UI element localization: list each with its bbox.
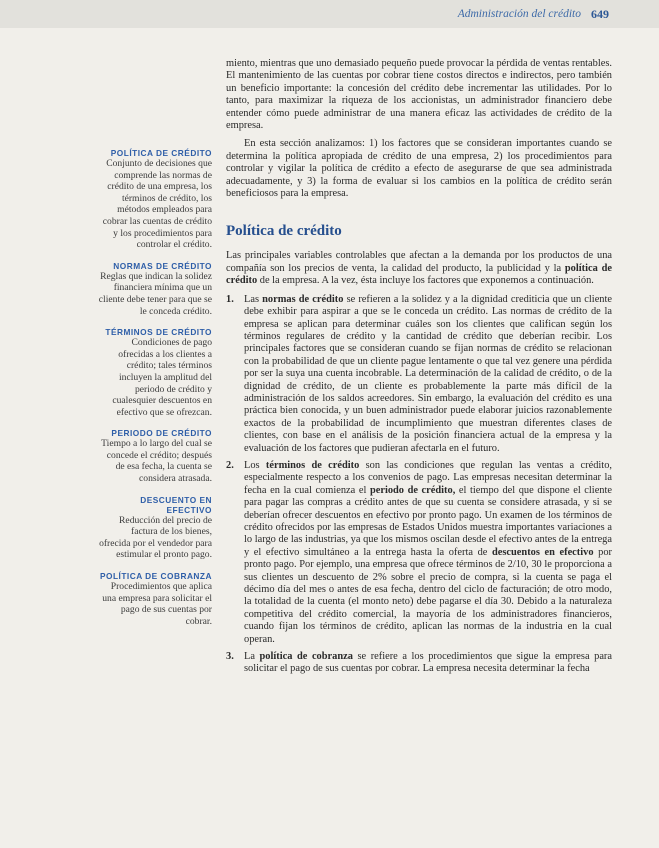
text-run: Los bbox=[244, 459, 266, 471]
glossary-term: POLÍTICA DE CRÉDITO bbox=[110, 148, 212, 158]
key-term: términos de crédito bbox=[265, 459, 360, 471]
key-term: política de cobranza bbox=[259, 651, 353, 663]
glossary-entry bbox=[98, 428, 212, 484]
margin-glossary bbox=[98, 148, 212, 637]
key-term: política de crédito bbox=[226, 262, 613, 287]
list-number: 1. bbox=[226, 293, 234, 305]
glossary-term: PERIODO DE CRÉDITO bbox=[111, 428, 212, 439]
glossary-definition: Tiempo a lo largo del cual se concede el crédito; después de esa fecha, la cuenta se considera atrasada. bbox=[101, 438, 212, 485]
text-run: La bbox=[244, 651, 260, 663]
glossary-definition: Reducción del precio de factura de los bienes, ofrecida por el vendedor para estimular el pronto pago. bbox=[99, 514, 212, 561]
list-item bbox=[226, 294, 612, 455]
text-run: Las principales variables controlables que afectan a la demanda por los productos de una compañía son los precios de venta, la calidad del producto, la publicidad y la bbox=[226, 250, 612, 274]
text-run: se refieren a la solidez y a la dignidad crediticia que un cliente debe exhibir para aspirar a que se le conceda un crédito. Las normas de crédito de la empresa se aplican para determinar cuáles son los clientes que califican según los términos regulares de crédito y la cantidad de crédito que deberían recibir. Los principales factores que se consideran cuando se fijan normas de crédito se relacionan con la probabilidad de que un cliente pague lentamente o que tal vez genere una pérdida por ser la suya una cuenta incobrable. La determinación de la calidad de crédito, o de la dignidad de crédito, de un cliente es probablemente la parte más difícil de la administración de los saldos acreedores. Sin embargo, la evaluación del crédito es una práctica bien conocida, y un buen administrador puede elaborar juicios razonablemente exactos de la probabilidad de incumplimiento que muestran diferentes clases de clientes, con base en el análisis de la posición financiera actual de la empresa y la evaluación de los factores que pudieran afectarla en el futuro. bbox=[244, 293, 612, 454]
text-run: por pronto pago. Por ejemplo, una empresa que ofrece términos de 2/10, 30 le proporciona a sus clientes un descuento de 2% sobre el precio de compra, si la cuenta se paga el décimo día del mes o antes de esa fecha, dentro del ciclo de facturación; de otro modo, la totalidad de la cuenta (el monto neto) debe pagarse el día 30. Debido a la naturaleza competitiva del crédito comercial, la mayoría de los administradores financieros, cuando fijan los términos de crédito, aplican las normas de la industria en la cual operan. bbox=[244, 546, 613, 645]
list-item bbox=[226, 651, 612, 676]
glossary-entry bbox=[98, 148, 212, 251]
list-number: 3. bbox=[226, 651, 234, 663]
glossary-term: TÉRMINOS DE CRÉDITO bbox=[105, 327, 212, 338]
glossary-term: POLÍTICA DE COBRANZA bbox=[99, 571, 212, 582]
key-term: descuentos en efectivo bbox=[491, 546, 594, 558]
section-heading: Política de crédito bbox=[226, 223, 342, 240]
paragraph bbox=[226, 250, 612, 287]
paragraph: miento, mientras que uno demasiado pequeño puede provocar la pérdida de ventas rentables. El mantenimiento de las cuentas por cobrar tiene costos directos e indirectos, pero también un beneficio importante: la concesión del crédito debe incrementar las utilidades. Por lo tanto, para maximizar la riqueza de los accionistas, un administrador financiero debe entender cómo puede administrar de una manera eficaz las actividades de crédito de la empresa. bbox=[226, 58, 612, 132]
header-title: Administración del crédito bbox=[457, 8, 581, 20]
text-run: de la empresa. A la vez, ésta incluye los factores que exponemos a continuación. bbox=[257, 275, 594, 287]
list-item bbox=[226, 460, 612, 646]
key-term: periodo de crédito, bbox=[369, 484, 456, 496]
glossary-entry bbox=[98, 495, 212, 561]
glossary-term: DESCUENTO EN EFECTIVO bbox=[140, 494, 212, 515]
glossary-definition: Conjunto de decisiones que comprende las normas de crédito de una empresa, los términos de crédito, los métodos empleados para cobrar las cuentas de crédito y los procedimientos para controlar el crédito. bbox=[102, 158, 212, 251]
text-run: Las bbox=[244, 293, 263, 305]
glossary-entry bbox=[98, 261, 212, 317]
glossary-definition: Procedimientos que aplica una empresa para solicitar el pago de sus cuentas por cobrar. bbox=[102, 581, 212, 627]
running-header bbox=[0, 0, 659, 28]
glossary-definition: Condiciones de pago ofrecidas a los clientes a crédito; tales términos incluyen la amplitud del periodo de crédito y cualesquier descuentos en efectivo que se ofrezcan. bbox=[112, 337, 212, 418]
list-number: 2. bbox=[226, 459, 234, 471]
text-run: el tiempo del que dispone el cliente para pagar las compras a crédito antes de que su cuenta se considere atrasada, y si se deberían ofrecer descuentos en efectivo por pronto pago. Un examen de los términos de crédito ofrecidos por las empresas de Estados Unidos muestra importantes variaciones a lo largo de las industrias, ya que los mismos oscilan desde el efectivo antes de la entrega y el efectivo simultáneo a la entrega hasta la oferta de bbox=[244, 484, 612, 558]
text-run: son las condiciones que regulan las ventas a crédito, especialmente respecto a los convenios de pago. Las empresas necesitan determinar la fecha en la cual comienza el bbox=[244, 459, 612, 496]
glossary-term: NORMAS DE CRÉDITO bbox=[113, 260, 212, 271]
paragraph: En esta sección analizamos: 1) los factores que se consideran importantes cuando se determina la política apropiada de crédito de una empresa, 2) los procedimientos para controlar y vigilar la política de crédito a efecto de asegurarse de que sea administrada adecuadamente, y 3) la forma de evaluar si los cambios en la política de crédito serán beneficiosos para la empresa. bbox=[226, 138, 612, 200]
main-text bbox=[226, 58, 612, 681]
page-number: 649 bbox=[591, 7, 609, 21]
glossary-entry bbox=[98, 571, 212, 627]
text-run: se refiere a los procedimientos que sigue la empresa para solicitar el pago de sus cuentas por cobrar. La empresa necesita determinar la fecha bbox=[244, 651, 612, 675]
glossary-definition: Reglas que indican la solidez financiera mínima que un cliente debe tener para que se le conceda crédito. bbox=[98, 270, 212, 317]
glossary-entry bbox=[98, 327, 212, 418]
key-term: normas de crédito bbox=[262, 293, 344, 305]
